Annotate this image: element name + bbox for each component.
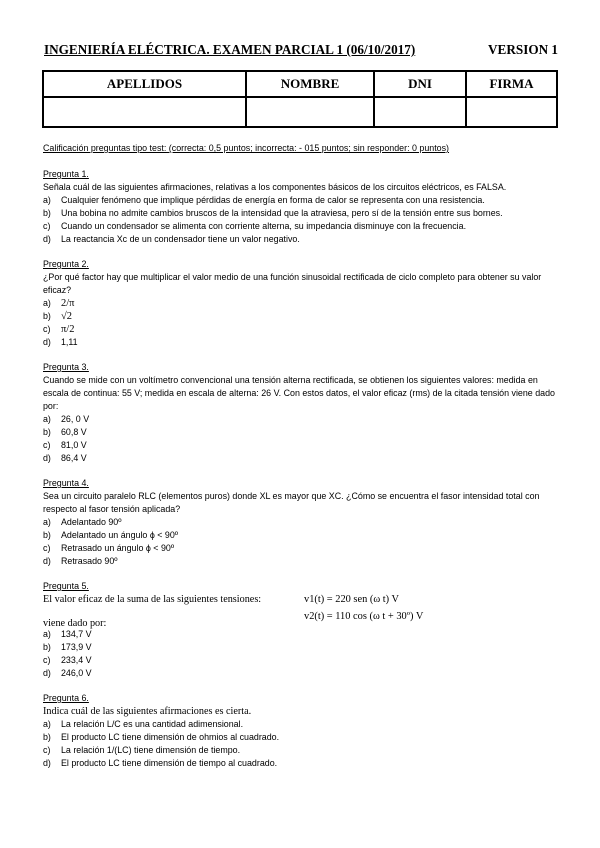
equation-v1: v1(t) = 220 sen (ω t) V [304, 594, 400, 605]
nombre-field[interactable] [246, 97, 374, 127]
question-text: Cuando se mide con un voltímetro convencional una tensión alterna rectificada, se obtienen los siguientes valores: medida en escala de continua: 55 V; medida en escala de alterna: 26 V. Con estos datos, el valor eficaz (rms) de la citada tensión viene dado por: [43, 375, 555, 411]
option-c[interactable]: c) 233,4 V [43, 655, 92, 665]
question-title: Pregunta 1. [43, 169, 89, 179]
question-title: Pregunta 5. [43, 581, 89, 591]
question-3 [43, 361, 563, 465]
option-c[interactable]: c) Retrasado un ángulo ϕ < 90º [43, 543, 175, 553]
option-c[interactable]: c) 81,0 V [43, 440, 87, 450]
student-id-table [42, 70, 558, 128]
exam-body [43, 142, 563, 782]
option-a[interactable]: a) La relación L/C es una cantidad adimensional. [43, 719, 244, 729]
option-d[interactable]: d) El producto LC tiene dimensión de tiempo al cuadrado. [43, 758, 278, 768]
grading-note: Calificación preguntas tipo test: (correcta: 0,5 puntos; incorrecta: - 015 puntos; sin responder: 0 puntos) [43, 143, 450, 153]
col-nombre-header: NOMBRE [246, 71, 374, 97]
option-d[interactable]: d) La reactancia Xc de un condensador tiene un valor negativo. [43, 234, 300, 244]
question-1 [43, 168, 563, 246]
col-apellidos-header: APELLIDOS [43, 71, 246, 97]
question-title: Pregunta 4. [43, 478, 89, 488]
question-text: Indica cuál de las siguientes afirmaciones es cierta. [43, 706, 252, 717]
option-b[interactable]: b) Una bobina no admite cambios bruscos de la intensidad que la atraviesa, pero sí de la tensión entre sus bornes. [43, 208, 503, 218]
col-firma-header: FIRMA [466, 71, 557, 97]
question-5 [43, 580, 563, 680]
option-b[interactable]: b) Adelantado un ángulo ϕ < 90º [43, 530, 179, 540]
option-d[interactable]: d) 86,4 V [43, 453, 87, 463]
option-c[interactable]: c) La relación 1/(LC) tiene dimensión de tiempo. [43, 745, 241, 755]
exam-version: VERSION 1 [488, 42, 558, 57]
exam-title: INGENIERÍA ELÉCTRICA. EXAMEN PARCIAL 1 (06/10/2017) [44, 42, 416, 57]
question-text: ¿Por qué factor hay que multiplicar el valor medio de una función sinusoidal rectificada de ciclo completo para obtener su valor eficaz? [43, 272, 542, 295]
option-d[interactable]: d) 246,0 V [43, 668, 92, 678]
option-d[interactable]: d) 1,11 [43, 337, 78, 347]
question-title: Pregunta 2. [43, 259, 89, 269]
question-4 [43, 477, 563, 568]
question-text: Señala cuál de las siguientes afirmaciones, relativas a los componentes básicos de los circuitos eléctricos, es FALSA. [43, 182, 507, 192]
question-title: Pregunta 6. [43, 693, 89, 703]
equation-v2: v2(t) = 110 cos (ω t + 30º) V [304, 611, 424, 622]
question-text: Sea un circuito paralelo RLC (elementos puros) donde XL es mayor que XC. ¿Cómo se encuentra el fasor intensidad total con respecto al fasor tensión aplicada? [43, 491, 540, 514]
option-d[interactable]: d) Retrasado 90º [43, 556, 118, 566]
option-b[interactable]: b) 173,9 V [43, 642, 92, 652]
question-title: Pregunta 3. [43, 362, 89, 372]
firma-field[interactable] [466, 97, 557, 127]
question-text-continued: viene dado por: [43, 618, 107, 629]
option-c[interactable]: c) π/2 [43, 324, 75, 335]
option-a[interactable]: a) Cualquier fenómeno que implique pérdidas de energía en forma de calor se representa con una resistencia. [43, 195, 485, 205]
question-text: El valor eficaz de la suma de las siguientes tensiones: [43, 594, 262, 605]
col-dni-header: DNI [374, 71, 466, 97]
option-a[interactable]: a) 134,7 V [43, 629, 92, 639]
option-a[interactable]: a) 26, 0 V [43, 414, 90, 424]
option-c[interactable]: c) Cuando un condensador se alimenta con corriente alterna, su impedancia disminuye con la frecuencia. [43, 221, 467, 231]
option-b[interactable]: b) El producto LC tiene dimensión de ohmios al cuadrado. [43, 732, 280, 742]
dni-field[interactable] [374, 97, 466, 127]
question-2 [43, 258, 563, 349]
option-a[interactable]: a) Adelantado 90º [43, 517, 122, 527]
option-b[interactable]: b) √2 [43, 311, 73, 322]
apellidos-field[interactable] [43, 97, 246, 127]
option-a[interactable]: a) 2/π [43, 298, 75, 309]
option-b[interactable]: b) 60,8 V [43, 427, 87, 437]
question-6 [43, 692, 563, 770]
